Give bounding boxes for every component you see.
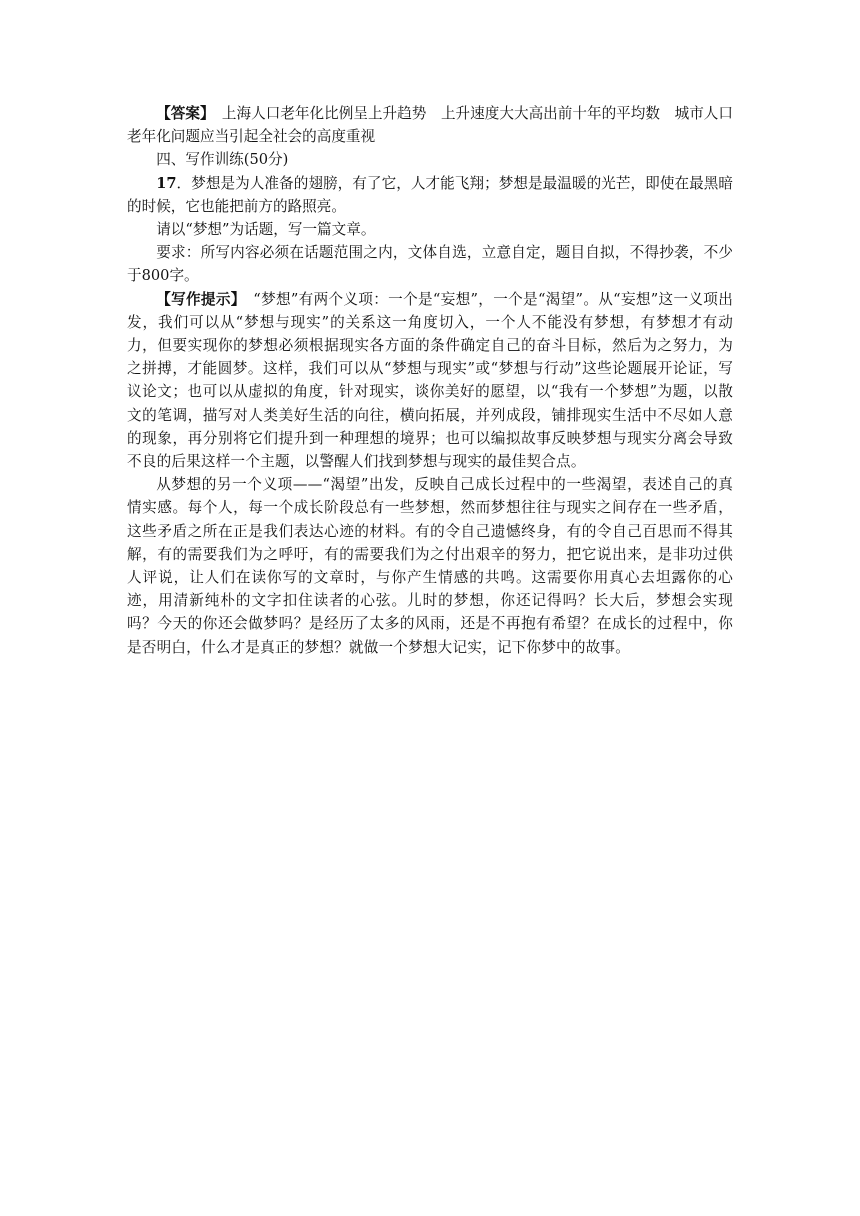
answer-paragraph xyxy=(127,102,733,148)
document-page xyxy=(127,102,733,659)
section-heading: 四、写作训练(50分) xyxy=(156,151,289,169)
hint-text-1: “梦想”有两个义项：一个是“妄想”，一个是“渴望”。从“妄想”这一义项出发，我们可以从“梦想与现实”的关系这一角度切入，一个人不能没有梦想，有梦想才有动力，但要实现你的梦想必须根据现实各方面的条件确定自己的奋斗目标，然后为之努力，为之拼搏，才能圆梦。这样，我们可以从“梦想与现实”或“梦想与行动”这些论题展开论证，写议论文；也可以从虚拟的角度，针对现实，谈你美好的愿望，以“我有一个梦想”为题，以散文的笔调，描写对人类美好生活的向往，横向拓展，并列成段，铺排现实生活中不尽如人意的现象，再分别将它们提升到一种理想的境界；也可以编拟故事反映梦想与现实分离会导致不良的后果这样一个主题，以警醒人们找到梦想与现实的最佳契合点。 xyxy=(127,290,733,471)
question-prompt: ．梦想是为人准备的翅膀，有了它，人才能飞翔；梦想是最温暖的光芒，即使在最黑暗的时候，它也能把前方的路照亮。 xyxy=(127,174,733,215)
hint-label: 【写作提示】 xyxy=(156,290,239,308)
answer-text: 上海人口老年化比例呈上升趋势 上升速度大大高出前十年的平均数 城市人口老年化问题应当引起全社会的高度重视 xyxy=(127,105,733,146)
hint-paragraph-2: 从梦想的另一个义项——“渴望”出发，反映自己成长过程中的一些渴望，表述自己的真情实感。每个人，每一个成长阶段总有一些梦想，然而梦想往往与现实之间存在一些矛盾，这些矛盾之所在正是我们表达心迹的材料。有的令自己遗憾终身，有的令自己百思而不得其解，有的需要我们为之呼吁，有的需要我们为之付出艰辛的努力，把它说出来，是非功过供人评说，让人们在读你写的文章时，与你产生情感的共鸣。这需要你用真心去坦露你的心迹，用清新纯朴的文字扣住读者的心弦。儿时的梦想，你还记得吗？长大后，梦想会实现吗？今天的你还会做梦吗？是经历了太多的风雨，还是不再抱有希望？在成长的过程中，你是否明白，什么才是真正的梦想？就做一个梦想大记实，记下你梦中的故事。 xyxy=(127,476,733,656)
question-requirements: 要求：所写内容必须在话题范围之内，文体自选，立意自定，题目自拟，不得抄袭，不少于800字。 xyxy=(127,244,733,285)
question-paragraph xyxy=(127,172,733,218)
question-number: 17 xyxy=(156,174,177,192)
answer-label: 【答案】 xyxy=(156,105,208,122)
question-instruction: 请以“梦想”为话题，写一篇文章。 xyxy=(156,221,376,239)
hint-paragraph-1 xyxy=(127,288,733,474)
